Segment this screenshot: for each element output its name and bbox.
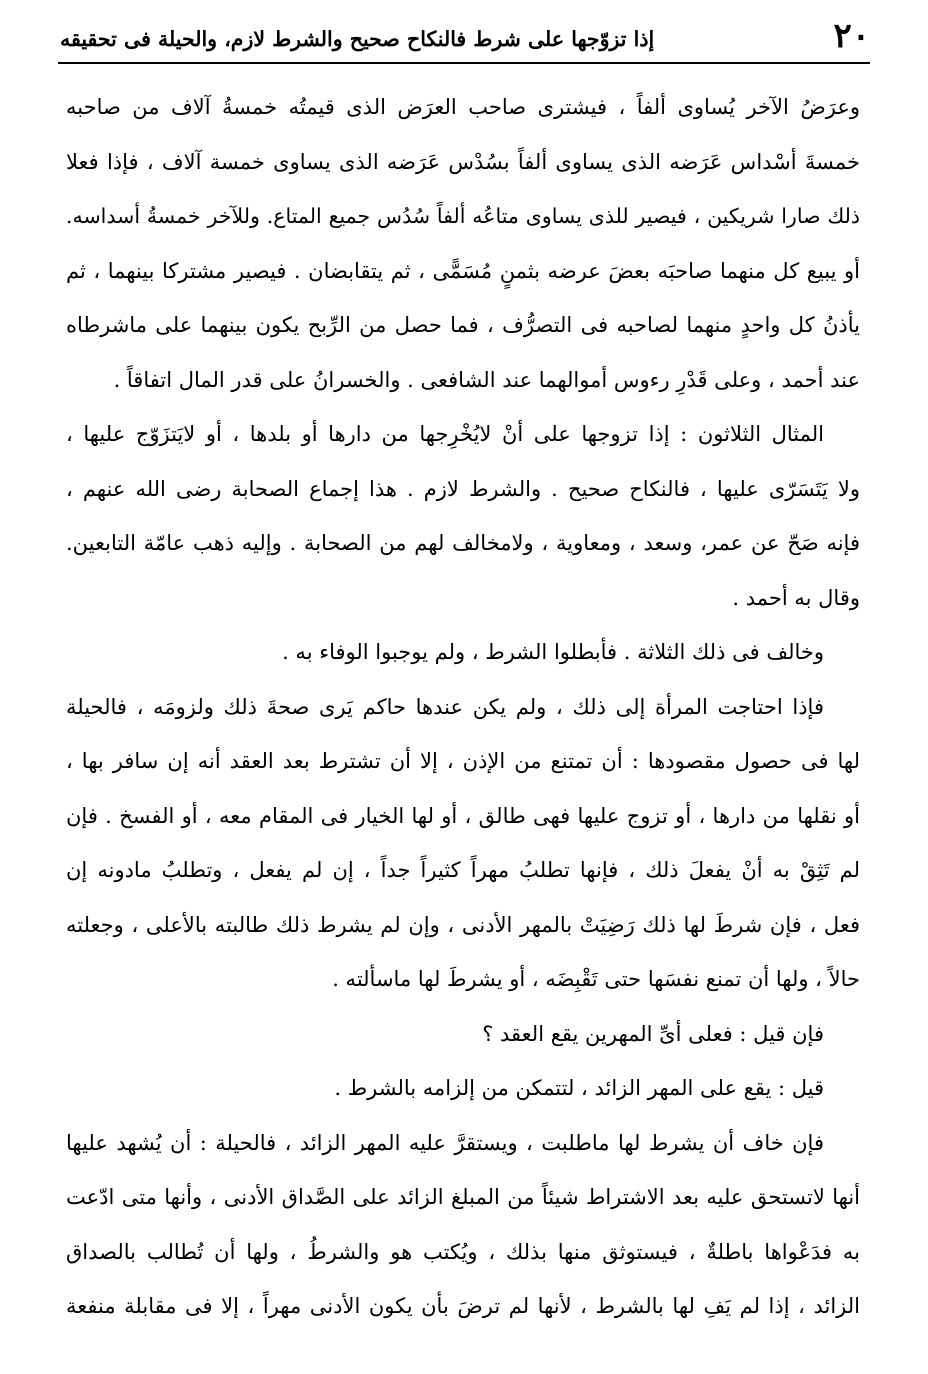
text-line: أو يبيع كل منهما صاحبَه بعضَ عرضه بثمنٍ مُسَمًّى ، ثم يتقابضان . فيصير مشتركا بينهما ، ثم <box>66 258 860 283</box>
running-title: إذا تزوّجها على شرط فالنكاح صحيح والشرط لازم، والحيلة فى تحقيقه <box>60 27 655 51</box>
page-header <box>60 18 870 60</box>
text-line: به فدَعْواها باطلةٌ ، فيستوثق منها بذلك ، ويُكتب هو والشرطُ ، ولها أن تُطالب بالصداق <box>66 1239 860 1264</box>
text-line: الزائد ، إذا لم يَفِ لها بالشرط ، لأنها لم ترضَ بأن يكون الأدنى مهراً ، إلا فى مقابلة منفعة <box>66 1294 860 1318</box>
text-line: فإنه صَحّ عن عمر، وسعد ، ومعاوية ، ولامخالف لهم من الصحابة . وإليه ذهب عامّة التابعين. <box>66 531 860 555</box>
text-line: أو نقلها من دارها ، أو تزوج عليها فهى طالق ، أو لها الخيار فى المقام معه ، أو الفسخ . فإن <box>66 803 860 828</box>
text-line: فإن قيل : فعلى أىِّ المهرين يقع العقد ؟ <box>482 1021 824 1046</box>
page-body <box>66 80 860 1334</box>
text-line: ذلك صارا شريكين ، فيصير للذى يساوى متاعُه ألفاً سُدُس جميع المتاع. وللآخر خمسةُ أسداسه. <box>66 204 860 228</box>
text-line: وخالف فى ذلك الثلاثة . فأبطلوا الشرط ، ولم يوجبوا الوفاء به . <box>282 640 824 664</box>
text-line: وعرَضُ الآخر يُساوى ألفاً ، فيشترى صاحب العرَض الذى قيمتُه خمسةُ آلاف من صاحبه <box>66 95 860 119</box>
text-line: ولا يَتَسَرّى عليها ، فالنكاح صحيح . والشرط لازم . هذا إجماع الصحابة رضى الله عنهم ، <box>66 476 860 501</box>
text-line: حالاً ، ولها أن تمنع نفسَها حتى تَقْبِضَه ، أو يشرطَ لها ماسألته . <box>332 967 860 991</box>
page-number: ٢٠ <box>833 16 870 56</box>
header-rule <box>58 62 870 64</box>
text-line: فعل ، فإن شرطَ لها ذلك رَضِيَتْ بالمهر الأدنى ، وإن لم يشرط ذلك طالبته بالأعلى ، وجعلته <box>66 912 860 937</box>
text-line: خمسةَ أسْداس عَرَضه الذى يساوى ألفاً بسُدْس عَرَضه الذى يساوى خمسة آلاف ، فإذا فعلا <box>66 149 860 174</box>
text-line: عند أحمد ، وعلى قَدْرِ رءوس أموالهما عند الشافعى . والخسرانُ على قدر المال اتفاقاً . <box>113 367 860 392</box>
text-line: فإن خاف أن يشرط لها ماطلبت ، ويستقرَّ عليه المهر الزائد ، فالحيلة : أن يُشهد عليها <box>66 1130 824 1155</box>
text-line: لها فى حصول مقصودها : أن تمتنع من الإذن ، إلا أن تشترط بعد العقد أنه إن سافر بها ، <box>66 749 860 773</box>
text-line: المثال الثلاثون : إذا تزوجها على أنْ لايُخْرِجها من دارها أو بلدها ، أو لايَتزَوّج عليها ، <box>66 422 824 446</box>
text-line: أنها لاتستحق عليه بعد الاشتراط شيئاً من المبلغ الزائد على الصَّداق الأدنى ، وأنها متى ادّعت <box>66 1185 860 1209</box>
text-line: لم تَثِقْ به أنْ يفعلَ ذلك ، فإنها تطلبُ مهراً كثيراً جداً ، إن لم يفعل ، وتطلبُ مادونه إن <box>66 858 860 882</box>
text-line: فإذا احتاجت المرأة إلى ذلك ، ولم يكن عندها حاكم يَرى صحةَ ذلك ولزومَه ، فالحيلة <box>66 694 824 719</box>
text-line: قيل : يقع على المهر الزائد ، لتتمكن من إلزامه بالشرط . <box>334 1076 824 1100</box>
text-line: يأذنُ كل واحدٍ منهما لصاحبه فى التصرُّف ، فما حصل من الرِّبح يكون بينهما على ماشرطاه <box>66 313 860 337</box>
text-line: وقال به أحمد . <box>732 585 860 610</box>
